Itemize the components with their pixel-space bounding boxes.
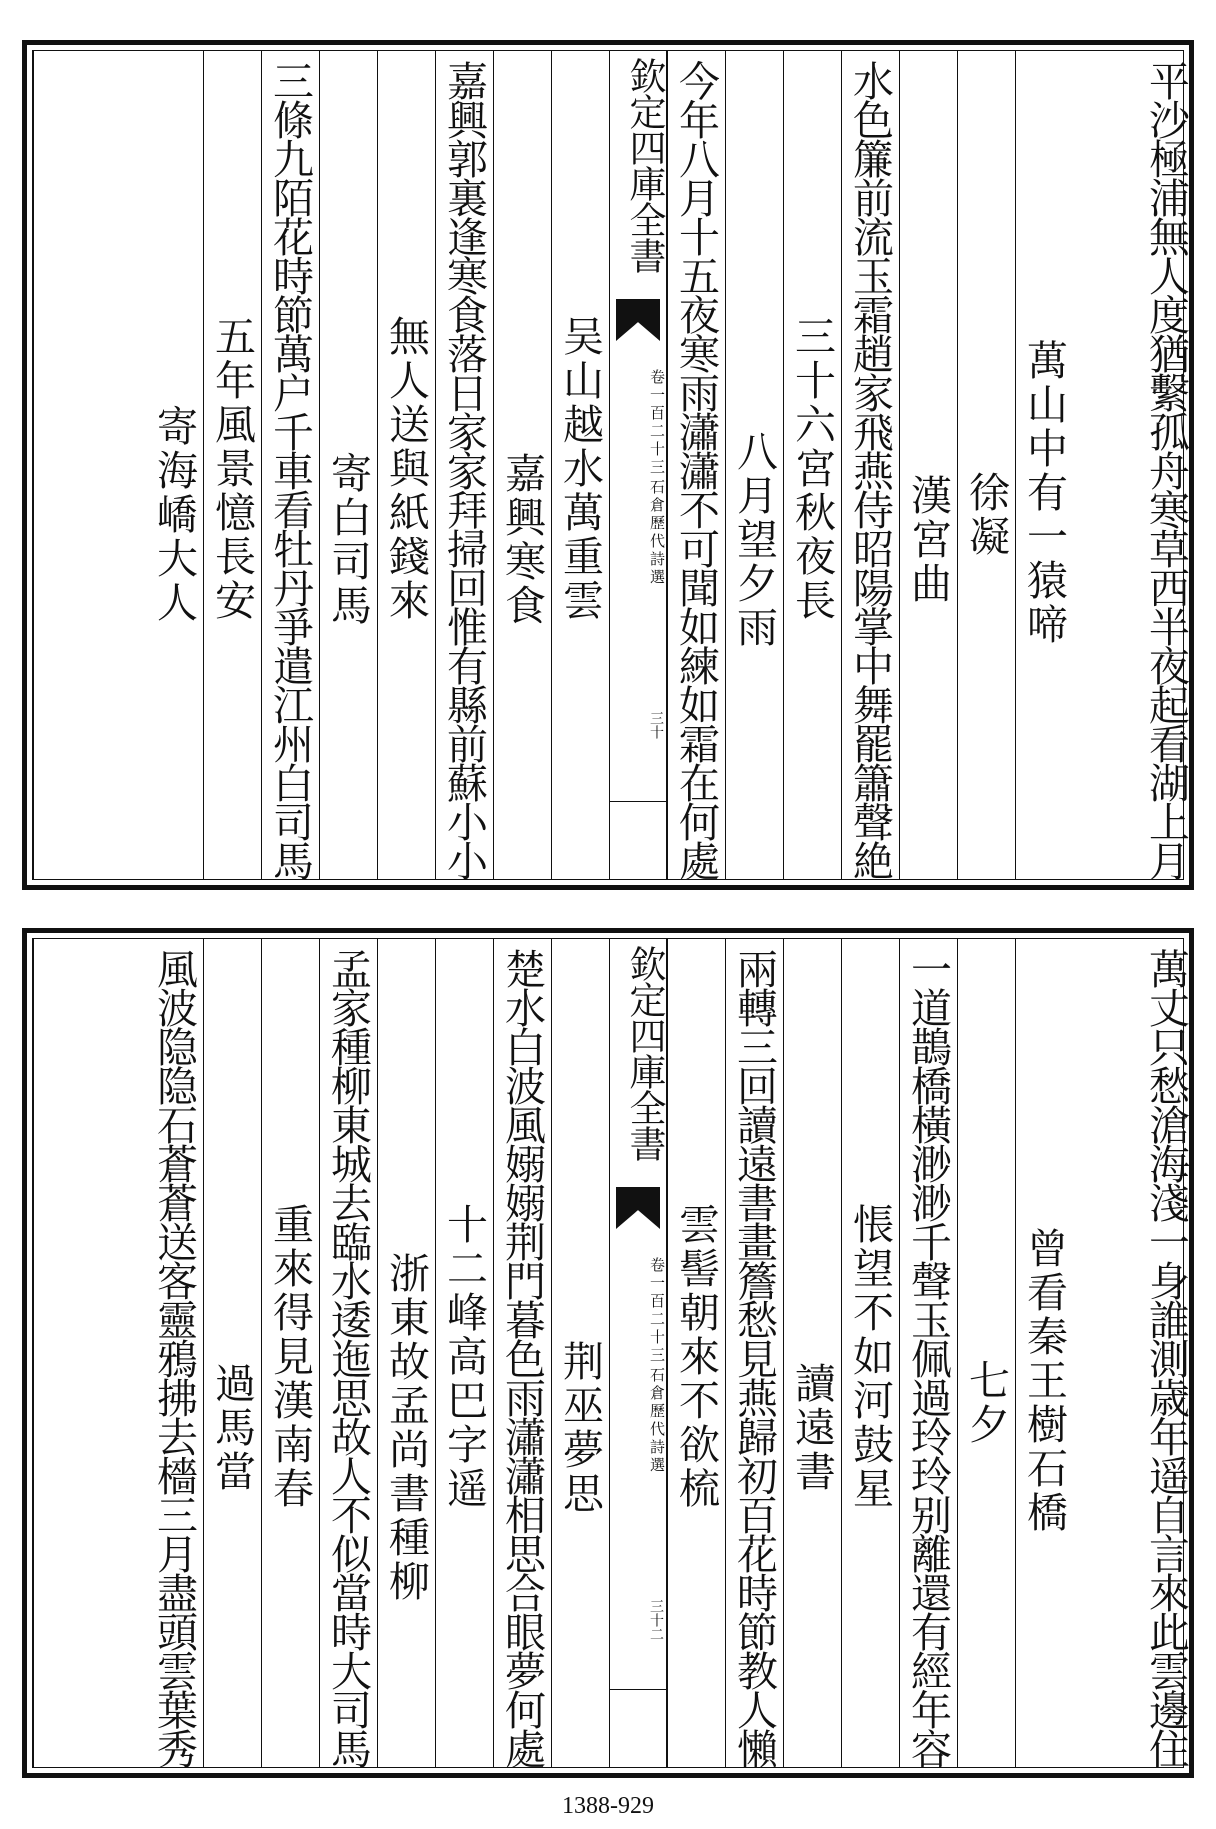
text-column: 雲髻朝來不欲梳 — [667, 939, 725, 1767]
poem-title: 讀遠書 — [783, 939, 841, 1767]
book-title: 欽定四庫全書 — [623, 57, 666, 273]
text-column: 五年風景憶長安 — [203, 51, 261, 879]
text-column: 無人送與紙錢來 — [377, 51, 435, 879]
text-column: 今年八月十五夜寒雨瀟瀟不可聞如練如霜在何處 — [667, 51, 725, 879]
page-number: 1388-929 — [562, 1793, 654, 1819]
text-column: 萬丈只愁滄海淺一身誰測歳年遥自言來此雲邊住 — [1142, 947, 1190, 1767]
poem-title: 漢宮曲 — [899, 51, 957, 879]
text-column: 水色簾前流玉霜趙家飛燕侍昭陽掌中舞罷簫聲絶 — [841, 51, 899, 879]
text-column: 三十六宮秋夜長 — [783, 51, 841, 879]
folio-number: 三十二 — [648, 1599, 664, 1641]
fishtail-mark — [616, 1187, 660, 1229]
text-column: 楚水白波風嫋嫋荆門暮色雨瀟瀟相思合眼夢何處 — [493, 939, 551, 1767]
subtitle-line: 石倉歷代詩選 — [648, 1367, 666, 1475]
poem-title: 寄海嶠大人 — [33, 51, 203, 879]
text-column: 一道鵲橋橫渺渺千聲玉佩過玲玲别離還有經年容 — [899, 939, 957, 1767]
poem-title: 嘉興寒食 — [493, 51, 551, 879]
subtitle-line: 卷一百二十三 — [648, 369, 666, 477]
fishtail-mark — [616, 299, 660, 341]
text-column: 三條九陌花時節萬户千車看牡丹爭遣江州白司馬 — [261, 51, 319, 879]
poem-title: 八月望夕雨 — [725, 51, 783, 879]
text-column: 兩轉三回讀遠書畫簷愁見燕歸初百花時節教人懶 — [725, 939, 783, 1767]
volume-label — [610, 369, 666, 587]
text-column: 風波隐隐石蒼蒼送客靈鴉拂去檣三月盡頭雲葉秀 — [33, 939, 203, 1767]
text-column: 悵望不如河鼓星 — [841, 939, 899, 1767]
text-column: 萬山中有一猿啼 — [1015, 51, 1073, 879]
divider — [610, 801, 666, 802]
text-column: 孟家種柳東城去臨水逶迤思故人不似當時大司馬 — [319, 939, 377, 1767]
book-title: 欽定四庫全書 — [623, 945, 666, 1161]
text-column: 十二峰高巴字遥 — [435, 939, 493, 1767]
text-column: 曾看秦王樹石橋 — [1015, 939, 1073, 1767]
poem-title: 荆巫夢思 — [551, 939, 609, 1767]
page-panel-top — [22, 40, 1194, 890]
poem-title: 浙東故孟尚書種柳 — [377, 939, 435, 1767]
page-panel-bottom — [22, 928, 1194, 1778]
center-fold — [609, 939, 667, 1767]
volume-label — [610, 1257, 666, 1475]
text-column: 重來得見漢南春 — [261, 939, 319, 1767]
folio-number: 三十 — [648, 711, 664, 739]
poem-title: 七夕 — [957, 939, 1015, 1767]
subtitle-line: 石倉歷代詩選 — [648, 479, 666, 587]
text-column: 吴山越水萬重雲 — [551, 51, 609, 879]
text-column: 嘉興郭裏逢寒食落日家家拜掃回惟有縣前蘇小小 — [435, 51, 493, 879]
divider — [610, 1689, 666, 1690]
text-column: 平沙極浦無人度猶繫孤舟寒草西半夜起看湖上月 — [1142, 59, 1190, 879]
center-fold — [609, 51, 667, 879]
poem-title: 寄白司馬 — [319, 51, 377, 879]
author-heading: 徐凝 — [957, 51, 1015, 879]
poem-title: 過馬當 — [203, 939, 261, 1767]
subtitle-line: 卷一百二十三 — [648, 1257, 666, 1365]
